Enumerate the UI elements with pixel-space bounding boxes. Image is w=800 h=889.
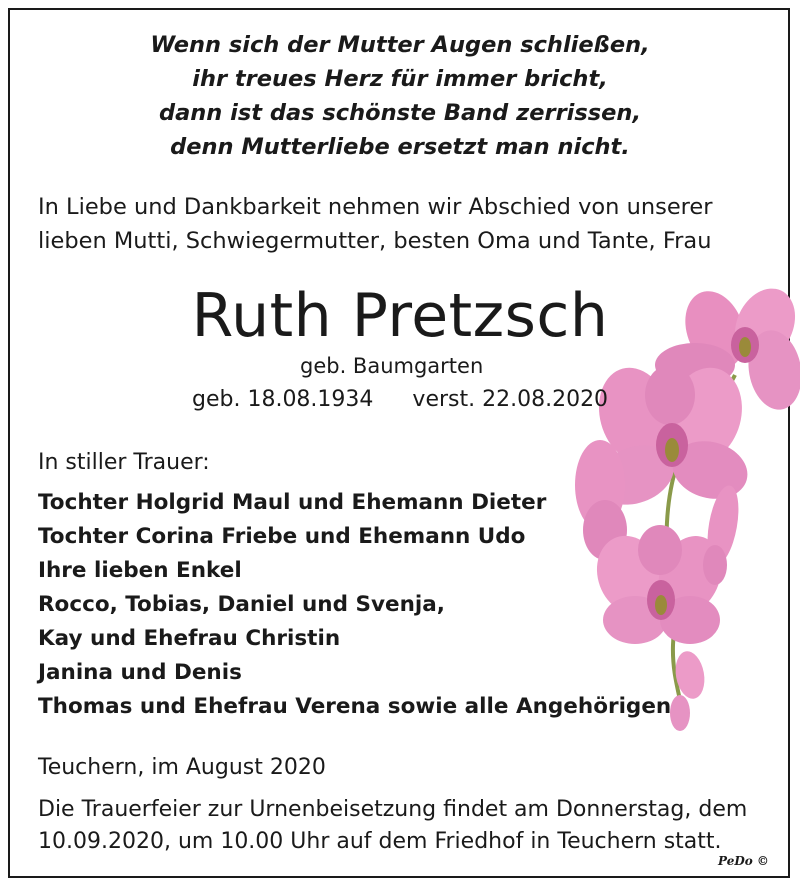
died-date: verst. 22.08.2020 (412, 387, 609, 412)
intro-text (38, 190, 778, 258)
mourner-line: Tochter Corina Friebe und Ehemann Udo (38, 524, 526, 549)
orchid-flower-right (702, 483, 743, 585)
mourner-line: Janina und Denis (38, 660, 242, 685)
service-line: Die Trauerfeier zur Urnenbeisetzung findet am Donnerstag, dem (38, 797, 748, 822)
service-info (38, 794, 747, 858)
mourner-line: Tochter Holgrid Maul und Ehemann Dieter (38, 490, 547, 515)
place-date: Teuchern, im August 2020 (38, 755, 326, 780)
signature-mark: PeDo © (718, 854, 769, 868)
poem-line: dann ist das schönste Band zerrissen, (159, 100, 641, 126)
mourner-line: Ihre lieben Enkel (38, 558, 242, 583)
mourners-list (38, 486, 671, 724)
orchid-buds (670, 649, 708, 731)
poem-line: ihr treues Herz für immer bricht, (192, 66, 608, 92)
poem (0, 28, 800, 164)
mourner-line: Thomas und Ehefrau Verena sowie alle Angehörigen (38, 694, 672, 719)
mourning-heading: In stiller Trauer: (38, 450, 210, 475)
intro-line: In Liebe und Dankbarkeit nehmen wir Abschied von unserer (38, 194, 713, 220)
mourner-line: Rocco, Tobias, Daniel und Svenja, (38, 592, 445, 617)
born-date: geb. 18.08.1934 (192, 387, 374, 412)
intro-line: lieben Mutti, Schwiegermutter, besten Oma und Tante, Frau (38, 228, 712, 254)
deceased-name: Ruth Pretzsch (191, 281, 609, 351)
poem-line: denn Mutterliebe ersetzt man nicht. (170, 134, 630, 160)
mourner-line: Kay und Ehefrau Christin (38, 626, 341, 651)
life-dates (192, 385, 608, 415)
service-line: 10.09.2020, um 10.00 Uhr auf dem Friedhof in Teuchern statt. (38, 829, 722, 854)
poem-line: Wenn sich der Mutter Augen schließen, (150, 32, 650, 58)
birth-name: geb. Baumgarten (300, 354, 484, 378)
